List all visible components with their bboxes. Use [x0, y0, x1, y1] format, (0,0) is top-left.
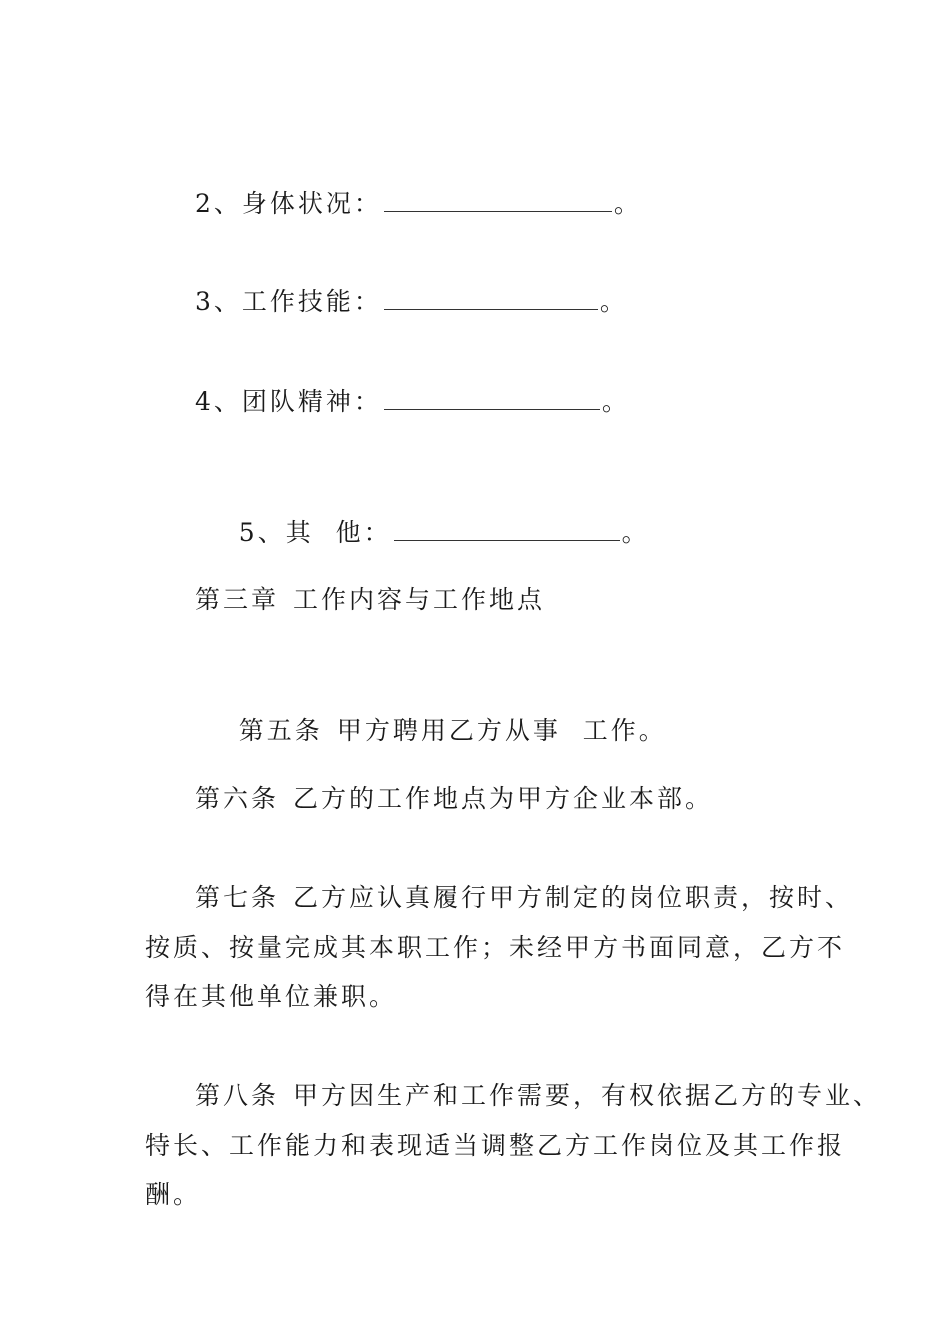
article-8-line-2 [145, 1130, 845, 1162]
article-number: 第六条 [195, 784, 280, 813]
fill-blank [384, 191, 612, 212]
article-text: 乙方应认真履行甲方制定的岗位职责，按时、 [293, 883, 854, 912]
article-text: 酬。 [145, 1180, 202, 1209]
item-number: 4、 [195, 387, 242, 416]
item-skills [195, 286, 628, 318]
item-label: 其 他： [285, 518, 392, 547]
item-end: 。 [599, 287, 628, 316]
item-number: 5、 [238, 518, 286, 547]
article-7-line-1 [195, 882, 853, 914]
article-text: 甲方聘用乙方从事 工作。 [336, 716, 667, 745]
item-health [195, 188, 642, 220]
item-end: 。 [621, 518, 650, 547]
item-other [195, 485, 650, 581]
article-7-line-3 [145, 981, 397, 1013]
article-number: 第八条 [195, 1081, 280, 1110]
chapter-number: 第三章 [195, 585, 280, 614]
chapter-title: 工作内容与工作地点 [293, 585, 546, 614]
item-end: 。 [601, 387, 630, 416]
fill-blank [384, 289, 598, 310]
item-number: 2、 [195, 189, 242, 218]
article-8-line-3 [145, 1179, 201, 1211]
item-label: 团队精神： [241, 387, 382, 416]
item-end: 。 [613, 189, 642, 218]
item-number: 3、 [195, 287, 242, 316]
article-6 [195, 783, 713, 815]
article-number: 第七条 [195, 883, 280, 912]
article-text: 按质、按量完成其本职工作；未经甲方书面同意，乙方不 [145, 933, 846, 962]
item-label: 身体状况： [241, 189, 382, 218]
article-text: 得在其他单位兼职。 [145, 982, 398, 1011]
fill-blank [384, 389, 600, 410]
article-7-line-2 [145, 932, 845, 964]
article-number: 第五条 [238, 716, 323, 745]
article-8-line-1 [195, 1080, 881, 1112]
item-label: 工作技能： [241, 287, 382, 316]
item-teamwork [195, 386, 630, 418]
fill-blank [394, 520, 620, 541]
chapter-heading [195, 584, 545, 616]
article-text: 甲方因生产和工作需要，有权依据乙方的专业、 [293, 1081, 882, 1110]
article-5 [195, 683, 667, 779]
article-text: 乙方的工作地点为甲方企业本部。 [293, 784, 714, 813]
article-text: 特长、工作能力和表现适当调整乙方工作岗位及其工作报 [145, 1131, 846, 1160]
